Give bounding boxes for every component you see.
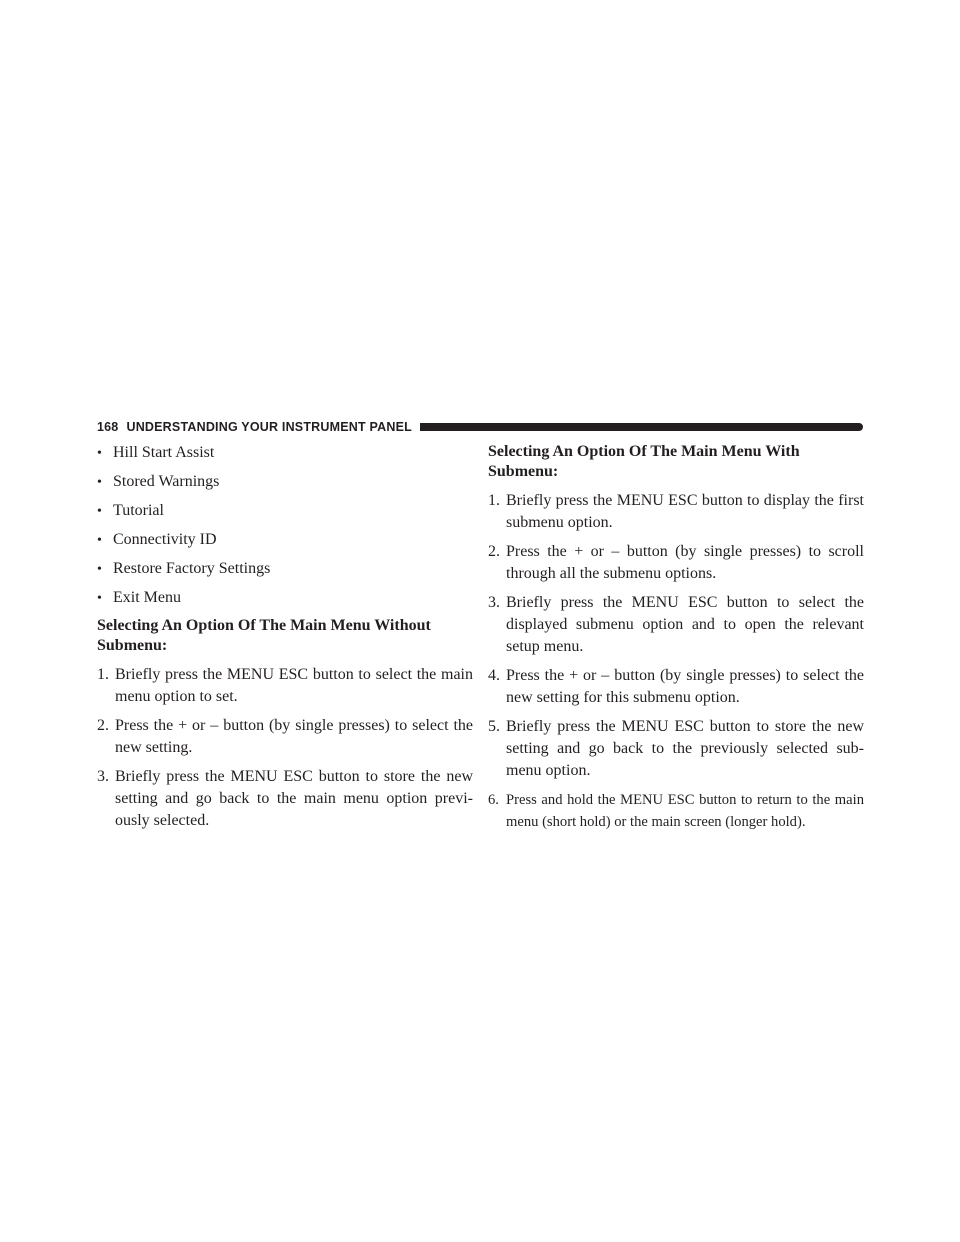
step-item: [488, 665, 864, 709]
section-heading: Selecting An Option Of The Main Menu With Submenu:: [488, 443, 800, 480]
bullet-icon: •: [97, 446, 102, 461]
step-text: Press the + or – button (by single presses) to select the new setting.: [115, 717, 473, 756]
step-text: Briefly press the MENU ESC button to select the displayed submenu option and to open the relevant setup menu.: [506, 594, 864, 655]
step-number: 2.: [97, 717, 109, 734]
page-number: 168: [97, 420, 119, 434]
bullet-icon: •: [97, 591, 102, 606]
step-number: 1.: [488, 492, 500, 509]
step-number: 1.: [97, 666, 109, 683]
step-text: Briefly press the MENU ESC button to store the new setting and go back to the previously selected sub-menu option.: [506, 718, 864, 779]
list-item-text: Hill Start Assist: [113, 444, 215, 461]
left-column: [97, 442, 473, 839]
step-item: [488, 541, 864, 585]
list-item: [97, 529, 473, 552]
step-number: 4.: [488, 667, 500, 684]
step-text: Press and hold the MENU ESC button to return to the main menu (short hold) or the main screen (longer hold).: [506, 792, 864, 830]
section-title: UNDERSTANDING YOUR INSTRUMENT PANEL: [126, 420, 412, 434]
step-text: Briefly press the MENU ESC button to display the first submenu option.: [506, 492, 864, 531]
list-item-text: Tutorial: [113, 502, 164, 519]
bullet-icon: •: [97, 562, 102, 577]
bullet-icon: •: [97, 475, 102, 490]
list-item-text: Restore Factory Settings: [113, 560, 271, 577]
step-number: 3.: [97, 768, 109, 785]
step-item: [97, 766, 473, 832]
header-rule: [420, 423, 863, 431]
list-item: [97, 442, 473, 465]
list-item-text: Connectivity ID: [113, 531, 217, 548]
list-item: [97, 587, 473, 610]
step-number: 3.: [488, 594, 500, 611]
step-item: [488, 592, 864, 658]
step-number: 5.: [488, 718, 500, 735]
step-item: [97, 715, 473, 759]
step-number: 2.: [488, 543, 500, 560]
step-text: Press the + or – button (by single presses) to select the new setting for this submenu option.: [506, 667, 864, 706]
list-item: [97, 558, 473, 581]
list-item-text: Stored Warnings: [113, 473, 220, 490]
right-column: [488, 442, 864, 840]
step-item: [97, 664, 473, 708]
list-item: [97, 471, 473, 494]
bullet-icon: •: [97, 504, 102, 519]
running-header: [97, 419, 863, 435]
list-item-text: Exit Menu: [113, 589, 181, 606]
step-text: Briefly press the MENU ESC button to select the main menu option to set.: [115, 666, 473, 705]
step-item: [488, 490, 864, 534]
step-item: [488, 716, 864, 782]
step-text: Briefly press the MENU ESC button to store the new setting and go back to the main menu option previ-ously selected.: [115, 768, 473, 829]
section-heading: Selecting An Option Of The Main Menu Without Submenu:: [97, 617, 431, 654]
step-number: 6.: [488, 792, 499, 808]
step-text: Press the + or – button (by single presses) to scroll through all the submenu options.: [506, 543, 864, 582]
bullet-icon: •: [97, 533, 102, 548]
list-item: [97, 500, 473, 523]
step-item: [488, 789, 864, 833]
